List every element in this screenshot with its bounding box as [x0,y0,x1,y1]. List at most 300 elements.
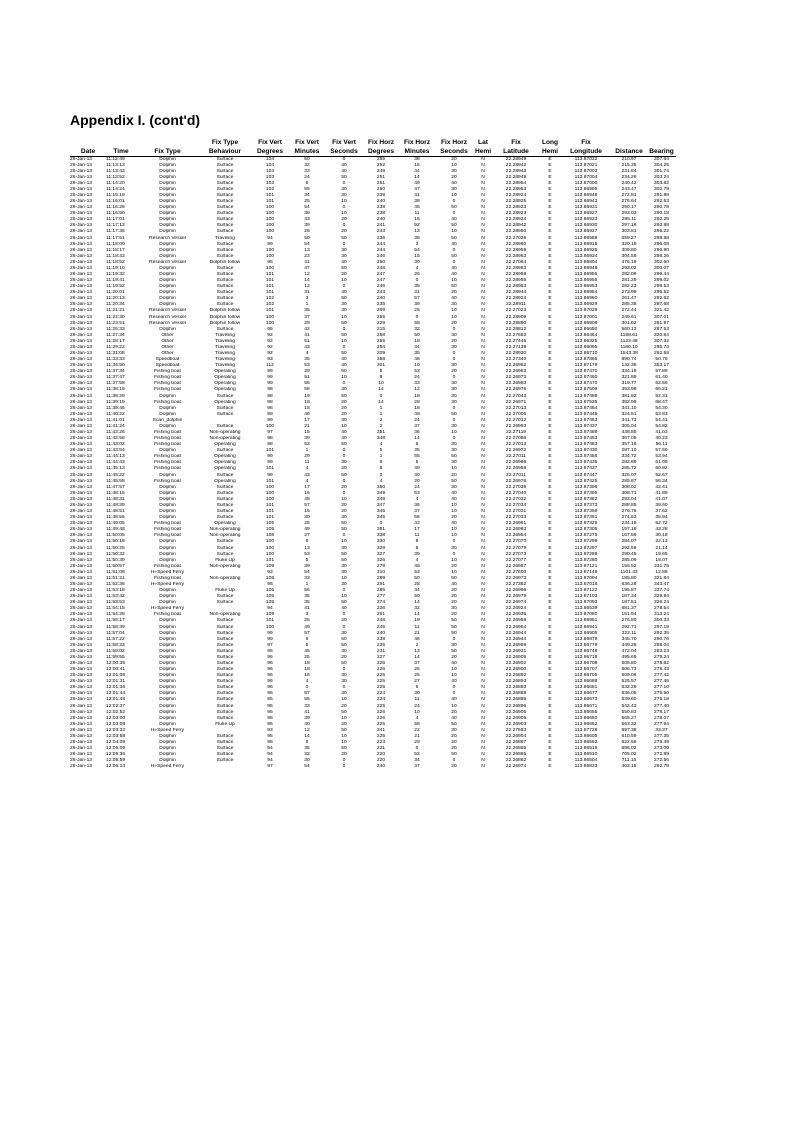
table-cell: 0 [342,284,346,290]
table-cell: Dolphin [159,703,176,709]
table-cell: 50 [341,600,347,606]
column-header: Time [106,137,136,156]
table-cell: 11:50:32 [106,551,125,557]
table-cell: 246 [376,253,386,259]
table-cell: Dolphin [159,746,176,752]
table-cell: 22.28925 [505,199,527,205]
table-cell: 10 [451,278,457,284]
table-cell: 30 [451,727,457,733]
table-cell: 11:31:08 [106,351,125,356]
table-cell: N [481,642,485,648]
table-cell: 282.09 [621,271,637,277]
table-cell: 0 [452,211,456,217]
table-cell: E [548,740,552,745]
table-cell: N [481,502,485,508]
table-cell: 21 [414,630,420,636]
table-cell: Non-operating [209,527,241,533]
table-cell: 187.51 [621,600,637,606]
table-cell: 50 [341,521,347,527]
table-cell: 45 [414,563,420,569]
table-cell: 20 [341,721,347,727]
table-cell: 28 [414,399,420,405]
table-cell: N [481,223,485,229]
table-cell: 539.60 [621,697,637,703]
table-cell: 26-Jan-13 [70,271,93,277]
table-cell: 26-Jan-13 [70,496,93,502]
table-cell: 54 [304,764,310,770]
table-cell: N [481,533,485,539]
table-cell: 40 [341,357,347,363]
table-cell: 101 [265,284,275,290]
table-cell: 22.27073 [505,551,527,557]
table-cell: 113.87382 [574,496,598,502]
table-cell: Dolphin [159,758,176,764]
table-cell: 26-Jan-13 [70,764,93,770]
table-cell: 113.86915 [574,241,598,247]
table-cell: 5 [379,369,383,375]
table-cell: 40 [451,581,457,587]
table-cell: 20 [341,618,347,624]
table-cell: 11:53:42 [106,594,125,600]
table-cell: 11:34:50 [106,363,125,369]
table-cell: 276.64 [621,199,637,205]
table-cell: 1 [379,454,383,460]
table-cell: 12:02:52 [106,709,126,715]
table-cell: 327 [376,551,386,557]
table-cell: Dolphin [159,229,176,235]
table-cell: 26-Jan-13 [70,375,93,381]
table-cell: 56.11 [655,442,668,448]
table-cell: 26-Jan-13 [70,192,93,198]
table-cell: 293.02 [621,265,637,271]
table-cell: 113.87396 [574,484,598,490]
table-cell: N [481,630,485,636]
table-cell: 10 [451,308,457,314]
table-cell: N [481,399,485,405]
table-cell: Surface [216,679,234,685]
table-cell: 358 [376,357,386,363]
table-cell: N [481,180,485,186]
table-cell: 221 [376,746,386,752]
table-cell: E [548,679,552,685]
table-cell: 103 [265,168,275,174]
table-cell: 22.28930 [505,351,527,356]
table-cell: 11:33:33 [106,357,125,363]
table-cell: 26-Jan-13 [70,369,93,375]
table-cell: N [481,344,485,350]
table-cell: 277.35 [654,733,669,739]
table-cell: 26-Jan-13 [70,223,93,229]
table-cell: 320.19 [621,241,637,247]
table-cell: 636.26 [621,581,637,587]
table-cell: 103 [265,174,275,180]
table-cell: 11:53:53 [106,600,125,606]
table-cell: N [481,205,485,211]
table-cell: Surface [216,685,234,691]
table-cell: 14 [414,612,420,618]
table-cell: 226 [376,709,386,715]
table-cell: 26-Jan-13 [70,211,93,217]
table-cell: 22.27070 [505,539,527,545]
table-cell: 101 [265,448,275,454]
table-cell: 8 [379,466,383,472]
table-cell: 30 [341,691,347,697]
table-cell: 26-Jan-13 [70,733,93,739]
table-cell: 113.86953 [574,284,598,290]
table-cell: 113.86652 [574,721,598,727]
table-cell: 11:18:17 [106,247,125,253]
table-cell: 10 [451,557,457,563]
table-cell: 299.02 [654,278,669,284]
table-cell: 11:14:24 [106,186,125,192]
table-cell: 26-Jan-13 [70,709,93,715]
table-cell: 26-Jan-13 [70,351,93,356]
table-cell: 307.64 [654,156,669,162]
table-cell: N [481,186,485,192]
table-cell: Surface [216,296,234,302]
table-cell: 113.87425 [574,478,598,484]
table-cell: 26-Jan-13 [70,594,93,600]
table-cell: 113.87463 [574,417,598,423]
table-cell: 50 [451,205,457,211]
table-cell: E [548,727,552,733]
table-cell: E [548,271,552,277]
table-cell: 4 [379,478,383,484]
table-cell: Surface [216,758,234,764]
table-cell: 47 [414,764,420,770]
table-cell: 113.87535 [574,399,598,405]
table-cell: 13 [304,247,310,253]
table-cell: 11:57:22 [106,636,125,642]
table-cell: 281.29 [621,278,637,284]
table-cell: 109 [265,612,275,618]
table-cell: 341.10 [621,405,637,411]
table-cell: 26-Jan-13 [70,174,93,180]
table-cell: Traveling [215,235,235,241]
table-cell: 43.28 [655,527,668,533]
table-cell: Hi-Speed Ferry [150,569,185,575]
table-cell: Surface [216,630,234,636]
table-cell: 53 [414,490,420,496]
table-cell: 22.28954 [505,180,527,186]
table-cell: 289 [376,575,386,581]
table-cell: N [481,667,485,673]
table-cell: 10 [451,673,457,679]
table-cell: 249.61 [621,314,637,320]
table-cell: E [548,326,552,332]
table-cell: 35 [304,600,310,606]
table-cell: Dolphin [159,557,176,563]
table-cell: 98 [267,399,273,405]
table-cell: E [548,588,552,594]
table-cell: 113.87018 [574,581,598,587]
table-cell: Surface [216,247,234,253]
table-cell: Surface [216,253,234,259]
table-cell: 53 [304,442,310,448]
table-cell: 22.26865 [505,752,527,758]
table-cell: 281.97 [654,320,669,326]
table-cell: 22.26959 [505,642,527,648]
table-cell: 99 [267,369,273,375]
table-cell: 30 [341,563,347,569]
table-cell: Surface [216,168,234,174]
table-cell: Hi-Speed Ferry [150,764,185,770]
table-cell: 381.82 [621,393,637,399]
table-cell: 50 [341,642,347,648]
table-cell: E [548,685,552,691]
table-cell: 0 [452,375,456,381]
table-cell: 113.87093 [574,600,598,606]
table-cell: 240 [376,764,386,770]
table-cell: 113.87470 [574,381,598,387]
table-cell: E [548,235,552,241]
table-cell: 113.87029 [574,308,598,314]
table-cell: 22.28942 [505,162,527,168]
table-cell: 20 [341,484,347,490]
table-cell: Dolphin [159,253,176,259]
column-header: Fix Horz Degrees [363,137,399,156]
table-cell: 22.27034 [505,502,527,508]
table-cell: 113.86923 [574,217,598,223]
table-cell: 22.27583 [505,727,527,733]
table-cell: 226 [376,660,386,666]
table-cell: 40 [451,241,457,247]
table-cell: 285.09 [621,557,637,563]
table-cell: 26-Jan-13 [70,691,93,697]
table-cell: 11:44:43 [106,460,125,466]
table-cell: 261.47 [621,296,637,302]
table-cell: 40 [451,496,457,502]
table-cell: Dolphin [159,502,176,508]
table-cell: 28 [414,581,420,587]
table-cell: 93 [267,357,273,363]
table-cell: E [548,557,552,563]
table-cell: 341.73 [621,417,637,423]
table-cell: 50 [341,551,347,557]
table-cell: N [481,430,485,436]
table-cell: 10 [341,496,347,502]
table-cell: 37 [414,509,420,515]
table-cell: 225 [376,703,386,709]
table-cell: 37 [414,660,420,666]
table-cell: 11:39:19 [106,399,125,405]
table-cell: 113.87728 [574,727,598,733]
table-cell: 95 [267,259,273,265]
table-cell: 285.38 [621,302,637,308]
table-cell: Dolphin [159,247,176,253]
table-cell: Surface [216,192,234,198]
table-cell: 10 [341,278,347,284]
table-cell: 40 [341,168,347,174]
table-cell: 293.04 [621,496,637,502]
table-cell: 290.78 [654,205,669,211]
table-cell: 22.28924 [505,192,527,198]
table-cell: 113.87094 [574,575,598,581]
table-cell: 22.26944 [505,630,527,636]
table-cell: 240 [376,217,386,223]
table-cell: E [548,697,552,703]
table-cell: 235 [376,302,386,308]
table-cell: N [481,697,485,703]
table-cell: Dolphin [159,484,176,490]
table-cell: 30 [451,545,457,551]
table-cell: 40 [451,715,457,721]
table-cell: 35 [304,594,310,600]
table-cell: Dolphin [159,679,176,685]
table-cell: 22.27086 [505,436,527,442]
table-cell: 95 [267,703,273,709]
table-cell: 255 [376,338,386,344]
table-cell: E [548,478,552,484]
table-cell: N [481,284,485,290]
table-cell: 20 [341,502,347,508]
column-header: Fix Type Behaviour [199,137,251,156]
table-cell: 50 [451,284,457,290]
table-cell: N [481,606,485,612]
table-cell: E [548,174,552,180]
table-cell: 22.28944 [505,290,527,296]
table-cell: Dolphin [159,296,176,302]
table-cell: 94 [267,758,273,764]
table-cell: 10 [414,709,420,715]
table-cell: 26-Jan-13 [70,715,93,721]
table-cell: Traveling [215,357,235,363]
table-cell: Surface [216,648,234,654]
table-cell: 26-Jan-13 [70,685,93,691]
table-cell: Operating [214,460,236,466]
table-cell: 449.26 [621,642,637,648]
table-cell: 11:20:01 [106,290,125,296]
table-cell: Surface [216,229,234,235]
table-cell: 26-Jan-13 [70,740,93,745]
table-cell: 40.23 [655,436,668,442]
table-cell: 58 [414,721,420,727]
table-cell: E [548,351,552,356]
table-cell: 26-Jan-13 [70,569,93,575]
table-cell: N [481,338,485,344]
table-cell: 17 [304,484,310,490]
table-cell: N [481,515,485,521]
table-cell: 55 [304,381,310,387]
table-cell: Fishing boat [154,533,181,539]
table-cell: 55 [414,454,420,460]
table-cell: 0 [342,478,346,484]
table-cell: 26-Jan-13 [70,296,93,302]
table-cell: 12:06:14 [106,764,126,770]
table-cell: 22.27006 [505,411,527,417]
table-cell: 11:17:51 [106,235,125,241]
table-cell: 1 [305,302,309,308]
table-cell: 0 [379,521,383,527]
table-cell: 0 [342,381,346,387]
table-cell: 321.42 [654,308,669,314]
table-cell: 50 [451,411,457,417]
table-cell: 890.74 [621,357,637,363]
table-cell: 18 [304,667,310,673]
table-cell: 11:29:22 [106,344,125,350]
table-cell: 32 [414,606,420,612]
table-cell: 44 [414,168,420,174]
table-cell: 50 [341,442,347,448]
table-cell: 13 [304,545,310,551]
table-cell: 4 [305,351,309,356]
table-cell: 276.19 [654,697,669,703]
table-cell: 12:03:58 [106,733,126,739]
table-cell: 26-Jan-13 [70,217,93,223]
table-cell: 113.86908 [574,320,598,326]
table-cell: Surface [216,156,234,162]
table-cell: 278.62 [654,660,669,666]
table-cell: 696.02 [621,746,637,752]
table-cell: 57 [414,296,420,302]
table-cell: E [548,581,552,587]
table-cell: 26-Jan-13 [70,460,93,466]
table-cell: E [548,515,552,521]
table-cell: 96 [267,673,273,679]
table-cell: E [548,344,552,350]
table-cell: 57 [304,630,310,636]
table-cell: E [548,192,552,198]
table-cell: 113.87470 [574,369,598,375]
table-cell: 22.28959 [505,247,527,253]
table-cell: Hi-Speed Ferry [150,606,185,612]
table-cell: 291.88 [654,192,669,198]
table-cell: 109 [265,563,275,569]
table-cell: 22.28963 [505,265,527,271]
table-cell: 50 [341,727,347,733]
table-cell: 22.28942 [505,223,527,229]
table-cell: 249 [376,168,386,174]
table-cell: 11:54:28 [106,612,125,618]
table-cell: 105 [265,600,275,606]
table-cell: Dolphin follow [209,320,241,326]
table-cell: 21 [304,423,310,429]
table-cell: 244 [376,241,386,247]
table-cell: 20 [341,654,347,660]
table-cell: 21 [414,733,420,739]
table-cell: 277.94 [654,721,669,727]
table-cell: 30 [451,606,457,612]
table-cell: 11:51:21 [106,575,125,581]
table-cell: 113.86688 [574,679,598,685]
table-cell: N [481,162,485,168]
table-cell: 95 [267,648,273,654]
table-cell: 300.33 [654,618,669,624]
table-cell: 11:51:08 [106,569,125,575]
table-cell: 12 [304,727,310,733]
table-cell: N [481,417,485,423]
table-cell: E [548,284,552,290]
table-cell: 220 [376,758,386,764]
table-cell: 50 [451,253,457,259]
table-cell: 10 [341,375,347,381]
table-cell: 50 [451,721,457,727]
table-cell: 22.26888 [505,691,527,697]
table-cell: Research Vessel [149,259,186,265]
table-cell: 26-Jan-13 [70,660,93,666]
table-cell: 251 [376,180,386,186]
table-cell: Dolphin [159,290,176,296]
table-cell: 43 [304,472,310,478]
table-cell: N [481,509,485,515]
table-cell: 92 [267,338,273,344]
table-cell: 10 [451,162,457,168]
table-cell: Surface [216,211,234,217]
table-cell: 1101.43 [620,569,638,575]
table-cell: 14 [378,399,384,405]
table-cell: 351 [376,430,386,436]
table-cell: 54 [414,247,420,253]
